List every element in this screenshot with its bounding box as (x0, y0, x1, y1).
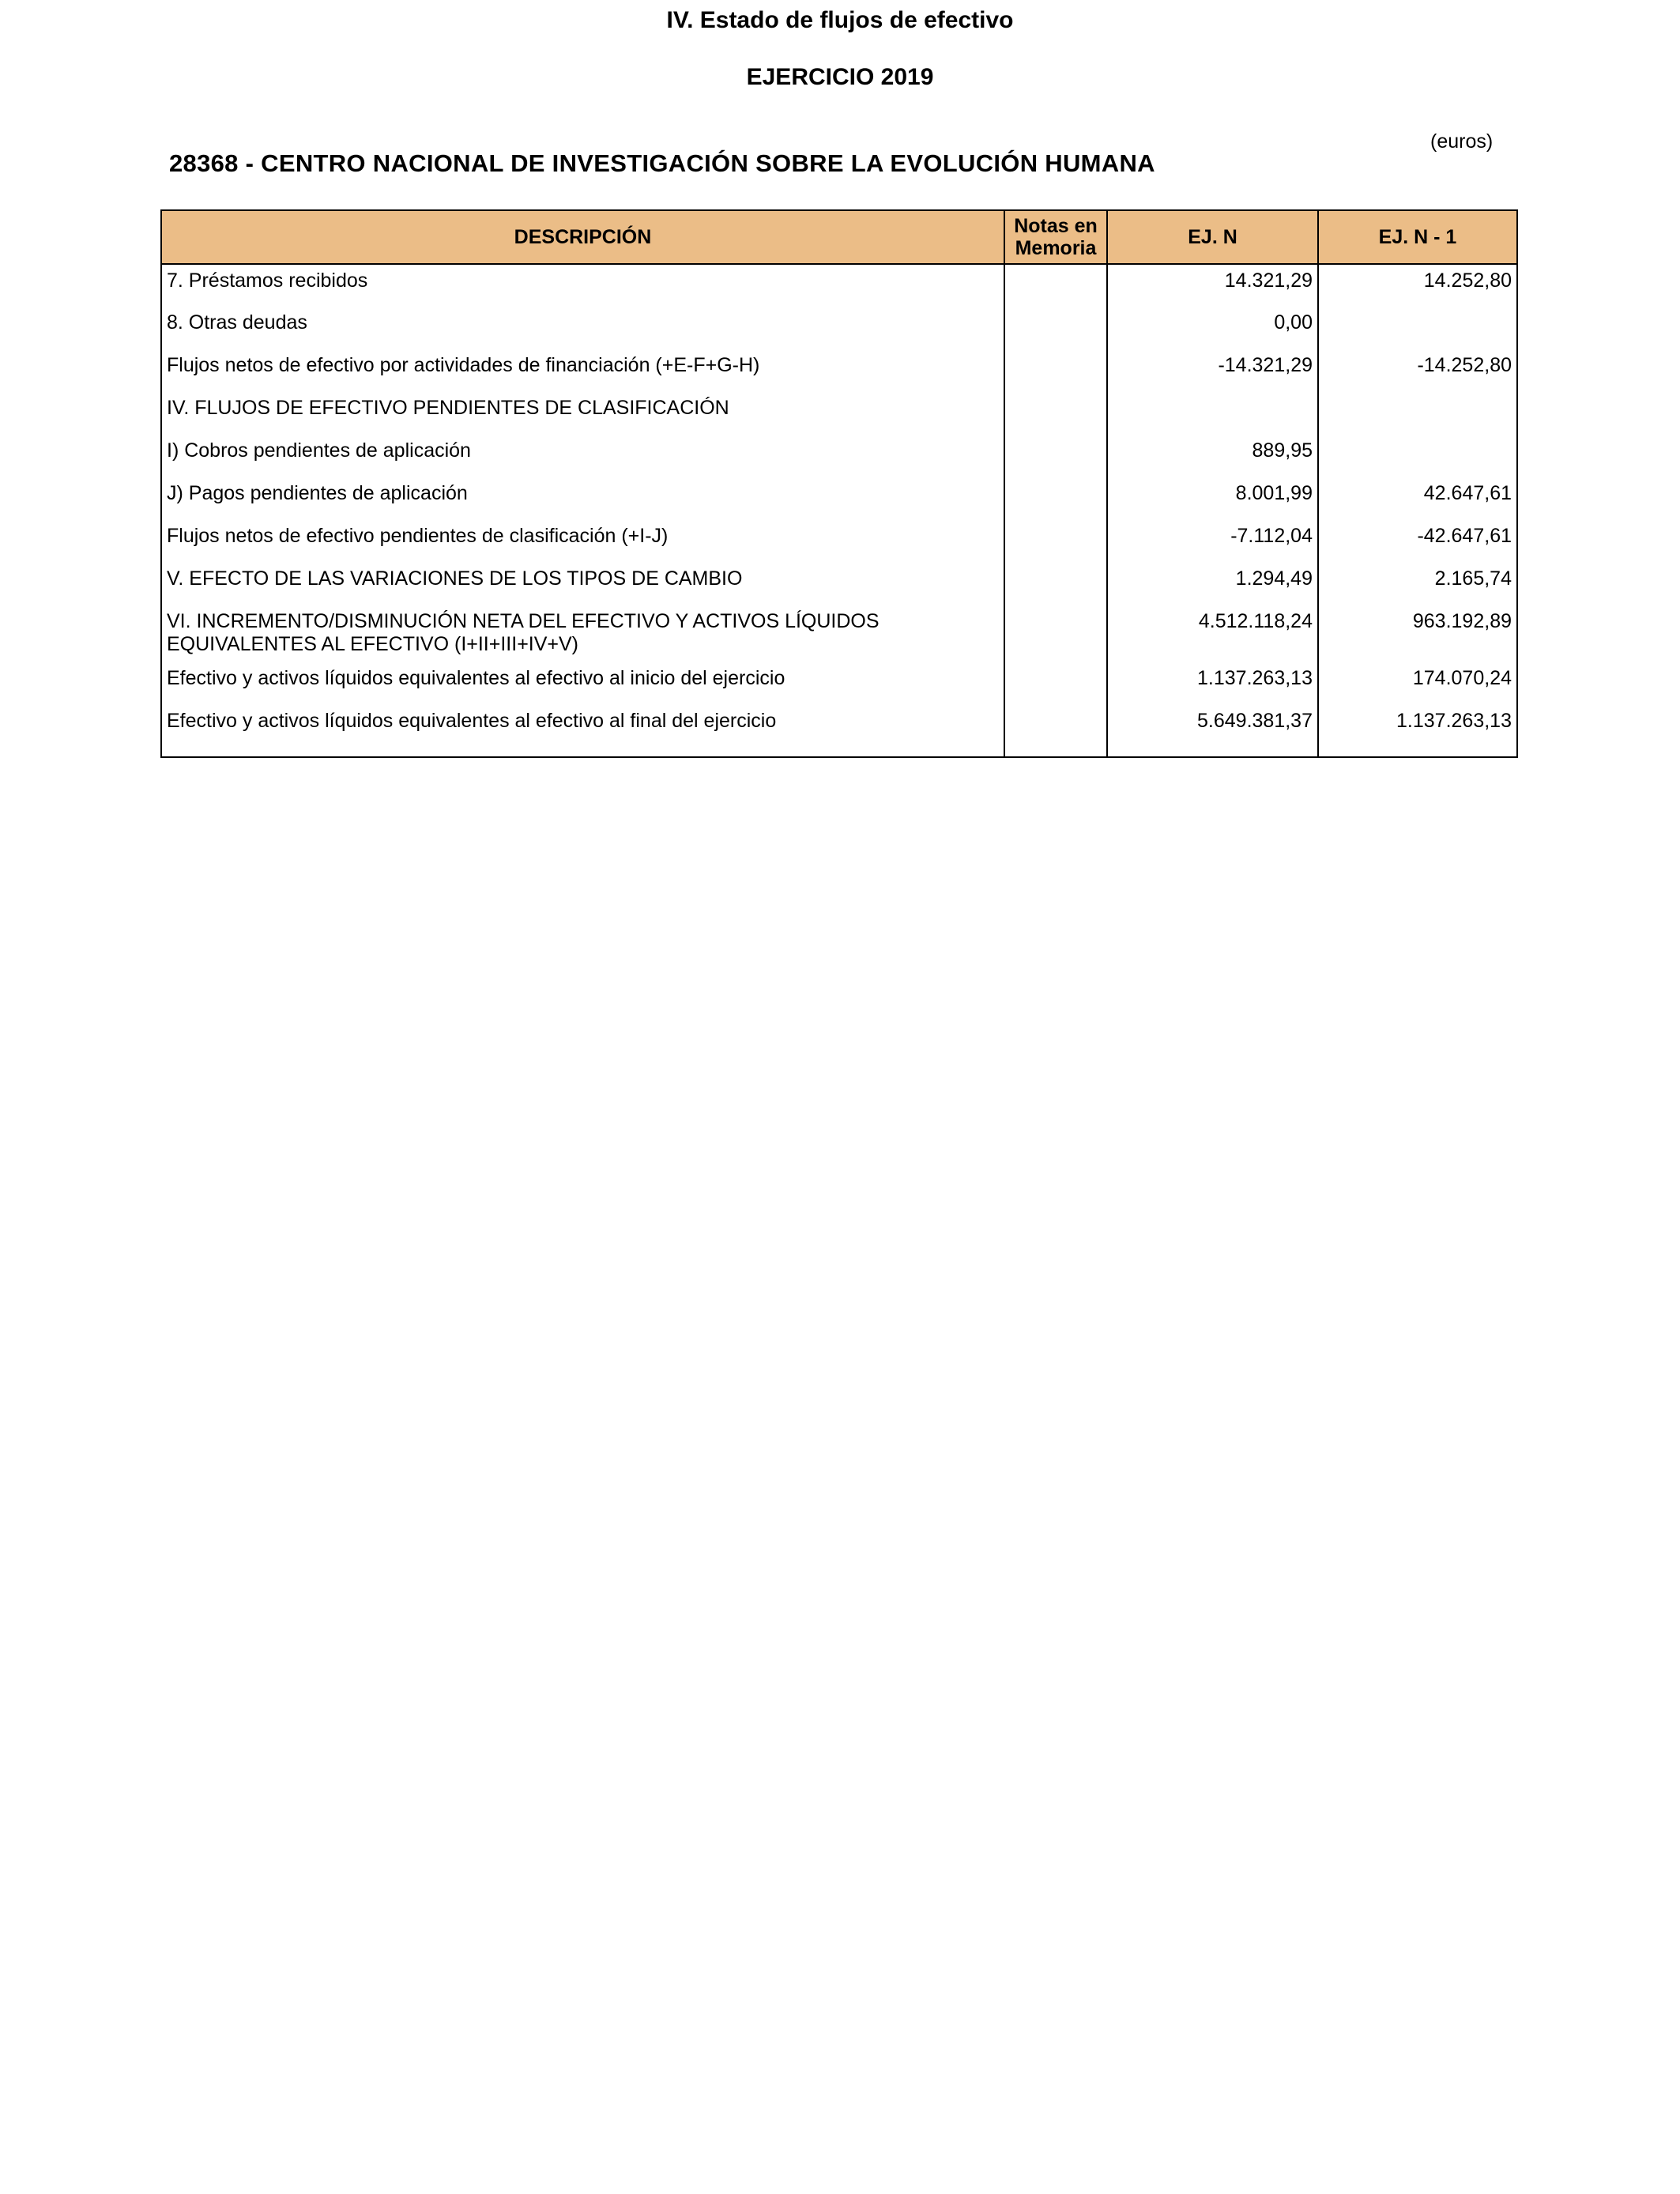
currency-units-label: (euros) (1430, 130, 1494, 153)
table-row (161, 435, 1517, 477)
column-header-notes (1004, 210, 1107, 264)
column-header-ej-n: EJ. N (1107, 210, 1318, 264)
row-notes (1004, 307, 1107, 349)
row-notes (1004, 435, 1107, 477)
row-value-ej-n1 (1318, 435, 1517, 477)
row-description-line2: EQUIVALENTES AL EFECTIVO (I+II+III+IV+V) (167, 633, 579, 655)
table-row (161, 392, 1517, 435)
table-row (161, 307, 1517, 349)
row-value-ej-n1: 42.647,61 (1318, 477, 1517, 520)
row-value-ej-n1: 14.252,80 (1318, 264, 1517, 307)
table-row (161, 563, 1517, 605)
page-title: IV. Estado de flujos de efectivo (666, 7, 1014, 33)
row-notes (1004, 392, 1107, 435)
row-value-ej-n (1107, 392, 1318, 435)
row-value-ej-n: 1.294,49 (1107, 563, 1318, 605)
row-value-ej-n: 8.001,99 (1107, 477, 1318, 520)
row-value-ej-n1 (1318, 392, 1517, 435)
row-value-ej-n: 0,00 (1107, 307, 1318, 349)
table-row (161, 605, 1517, 662)
row-description (161, 605, 1004, 662)
column-header-description: DESCRIPCIÓN (161, 210, 1004, 264)
row-value-ej-n1: 2.165,74 (1318, 563, 1517, 605)
row-description: IV. FLUJOS DE EFECTIVO PENDIENTES DE CLASIFICACIÓN (161, 392, 1004, 435)
row-description: Flujos netos de efectivo por actividades de financiación (+E-F+G-H) (161, 349, 1004, 392)
row-value-ej-n: 1.137.263,13 (1107, 662, 1318, 705)
table-row (161, 705, 1517, 757)
row-value-ej-n: -7.112,04 (1107, 520, 1318, 563)
row-value-ej-n1: 1.137.263,13 (1318, 705, 1517, 757)
row-notes (1004, 605, 1107, 662)
table-row (161, 662, 1517, 705)
column-header-notes-line2: Memoria (1015, 237, 1097, 259)
table-row (161, 477, 1517, 520)
row-notes (1004, 264, 1107, 307)
row-value-ej-n: -14.321,29 (1107, 349, 1318, 392)
column-header-ej-n1: EJ. N - 1 (1318, 210, 1517, 264)
row-notes (1004, 477, 1107, 520)
table-header-row (161, 210, 1517, 264)
row-description: 7. Préstamos recibidos (161, 264, 1004, 307)
row-value-ej-n: 14.321,29 (1107, 264, 1318, 307)
row-description: Flujos netos de efectivo pendientes de clasificación (+I-J) (161, 520, 1004, 563)
table-row (161, 349, 1517, 392)
row-notes (1004, 662, 1107, 705)
table-row (161, 264, 1517, 307)
row-value-ej-n1: 963.192,89 (1318, 605, 1517, 662)
row-value-ej-n1: 174.070,24 (1318, 662, 1517, 705)
row-description: Efectivo y activos líquidos equivalentes al efectivo al final del ejercicio (161, 705, 1004, 757)
row-description: Efectivo y activos líquidos equivalentes al efectivo al inicio del ejercicio (161, 662, 1004, 705)
entity-name-heading: 28368 - CENTRO NACIONAL DE INVESTIGACIÓN SOBRE LA EVOLUCIÓN HUMANA (169, 149, 1155, 177)
row-value-ej-n1 (1318, 307, 1517, 349)
fiscal-year-heading: EJERCICIO 2019 (746, 64, 934, 90)
row-value-ej-n1: -42.647,61 (1318, 520, 1517, 563)
row-notes (1004, 349, 1107, 392)
row-notes (1004, 520, 1107, 563)
row-description-line1: VI. INCREMENTO/DISMINUCIÓN NETA DEL EFECTIVO Y ACTIVOS LÍQUIDOS (167, 610, 880, 632)
row-value-ej-n: 4.512.118,24 (1107, 605, 1318, 662)
row-notes (1004, 705, 1107, 757)
row-value-ej-n: 5.649.381,37 (1107, 705, 1318, 757)
row-description: J) Pagos pendientes de aplicación (161, 477, 1004, 520)
row-value-ej-n: 889,95 (1107, 435, 1318, 477)
row-description: V. EFECTO DE LAS VARIACIONES DE LOS TIPOS DE CAMBIO (161, 563, 1004, 605)
column-header-notes-line1: Notas en (1014, 215, 1098, 237)
cash-flow-table (160, 209, 1518, 758)
row-value-ej-n1: -14.252,80 (1318, 349, 1517, 392)
row-notes (1004, 563, 1107, 605)
row-description: 8. Otras deudas (161, 307, 1004, 349)
table-row (161, 520, 1517, 563)
row-description: I) Cobros pendientes de aplicación (161, 435, 1004, 477)
